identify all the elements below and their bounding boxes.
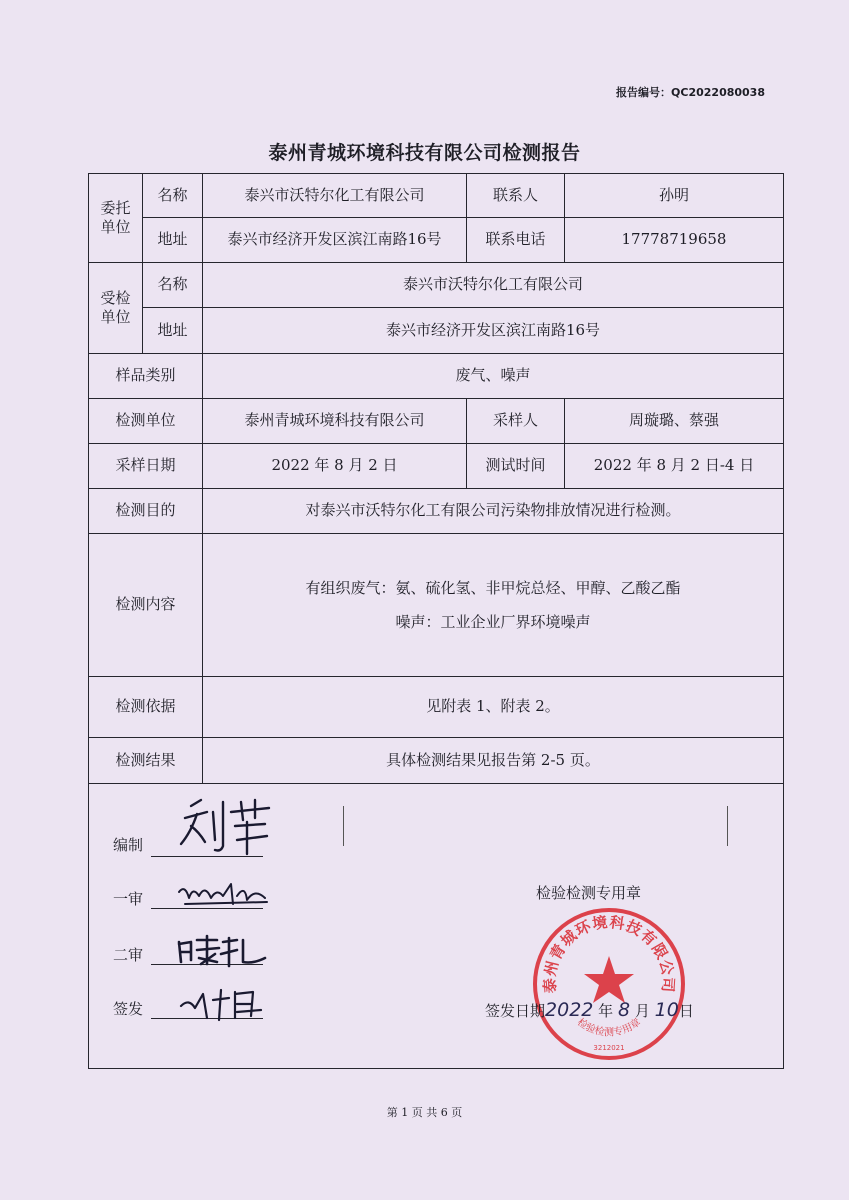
basis: 见附表 1、附表 2。 — [203, 677, 784, 738]
sampling-date-label: 采样日期 — [89, 444, 203, 489]
inspected-name-label: 名称 — [143, 263, 203, 308]
purpose-label: 检测目的 — [89, 489, 203, 534]
second-review-signature — [175, 932, 271, 972]
content-label: 检测内容 — [89, 534, 203, 677]
inspected-name-row — [89, 263, 784, 308]
inspected-name: 泰兴市沃特尔化工有限公司 — [203, 263, 784, 308]
report-info-table — [88, 173, 784, 1069]
content-text — [203, 534, 784, 677]
sample-type-row — [89, 354, 784, 399]
signoff-area — [89, 784, 784, 1069]
client-name-label: 名称 — [143, 174, 203, 218]
test-time-label: 测试时间 — [467, 444, 565, 489]
official-seal — [529, 904, 689, 1064]
purpose: 对泰兴市沃特尔化工有限公司污染物排放情况进行检测。 — [203, 489, 784, 534]
content-line: 有组织废气：氨、硫化氢、非甲烷总烃、甲醇、乙酸乙酯 — [305, 579, 681, 597]
issue-label: 签发 — [113, 1000, 144, 1018]
sampler: 周璇璐、蔡强 — [565, 399, 784, 444]
seal-caption: 检验检测专用章 — [536, 884, 642, 902]
client-section-label: 委托单位 — [89, 174, 143, 263]
client-address: 泰兴市经济开发区滨江南路16号 — [203, 218, 467, 263]
client-name: 泰兴市沃特尔化工有限公司 — [203, 174, 467, 218]
inspected-address-row — [89, 308, 784, 354]
report-title: 泰州青城环境科技有限公司检测报告 — [268, 142, 581, 164]
sample-type-label: 样品类别 — [89, 354, 203, 399]
compile-signature — [177, 792, 273, 862]
second-review-label: 二审 — [113, 946, 144, 964]
month-char: 月 — [634, 1002, 650, 1020]
client-contact: 孙明 — [565, 174, 784, 218]
result: 具体检测结果见报告第 2-5 页。 — [203, 738, 784, 784]
client-contact-label: 联系人 — [467, 174, 565, 218]
inspected-section-label: 受检单位 — [89, 263, 143, 354]
sampler-label: 采样人 — [467, 399, 565, 444]
sampling-date: 2022 年 8 月 2 日 — [203, 444, 467, 489]
inspected-address: 泰兴市经济开发区滨江南路16号 — [203, 308, 784, 354]
basis-row — [89, 677, 784, 738]
issue-year: 2022 — [545, 999, 594, 1021]
seal-number: 3212021 — [593, 1044, 625, 1052]
client-address-row — [89, 218, 784, 263]
date-row — [89, 444, 784, 489]
client-name-row — [89, 174, 784, 218]
test-unit-label: 检测单位 — [89, 399, 203, 444]
test-time: 2022 年 8 月 2 日-4 日 — [565, 444, 784, 489]
first-review-signature — [175, 874, 271, 914]
day-char: 日 — [678, 1002, 694, 1020]
content-row — [89, 534, 784, 677]
basis-label: 检测依据 — [89, 677, 203, 738]
issue-date-label: 签发日期 — [485, 1002, 546, 1020]
issue-day: 10 — [654, 999, 679, 1021]
issue-month: 8 — [617, 999, 631, 1021]
inspected-address-label: 地址 — [143, 308, 203, 354]
first-review-label: 一审 — [113, 890, 144, 908]
client-phone: 17778719658 — [565, 218, 784, 263]
issue-date — [485, 998, 694, 1023]
margin-tick — [727, 806, 728, 846]
issue-signature — [177, 984, 267, 1026]
sample-type: 废气、噪声 — [203, 354, 784, 399]
test-unit-row — [89, 399, 784, 444]
result-row — [89, 738, 784, 784]
purpose-row — [89, 489, 784, 534]
seal-bottom-text: 检验检测专用章 — [574, 1016, 644, 1039]
client-address-label: 地址 — [143, 218, 203, 263]
compile-label: 编制 — [113, 836, 144, 854]
seal-text: 泰州青城环境科技有限公司 — [540, 912, 678, 994]
margin-tick — [343, 806, 344, 846]
test-unit: 泰州青城环境科技有限公司 — [203, 399, 467, 444]
content-line: 噪声：工业企业厂界环境噪声 — [395, 613, 591, 631]
page-footer: 第 1 页 共 6 页 — [386, 1106, 463, 1119]
client-phone-label: 联系电话 — [467, 218, 565, 263]
signoff-row — [89, 784, 784, 1069]
result-label: 检测结果 — [89, 738, 203, 784]
report-number: 报告编号：QC2022080038 — [616, 86, 765, 99]
year-char: 年 — [598, 1002, 614, 1020]
